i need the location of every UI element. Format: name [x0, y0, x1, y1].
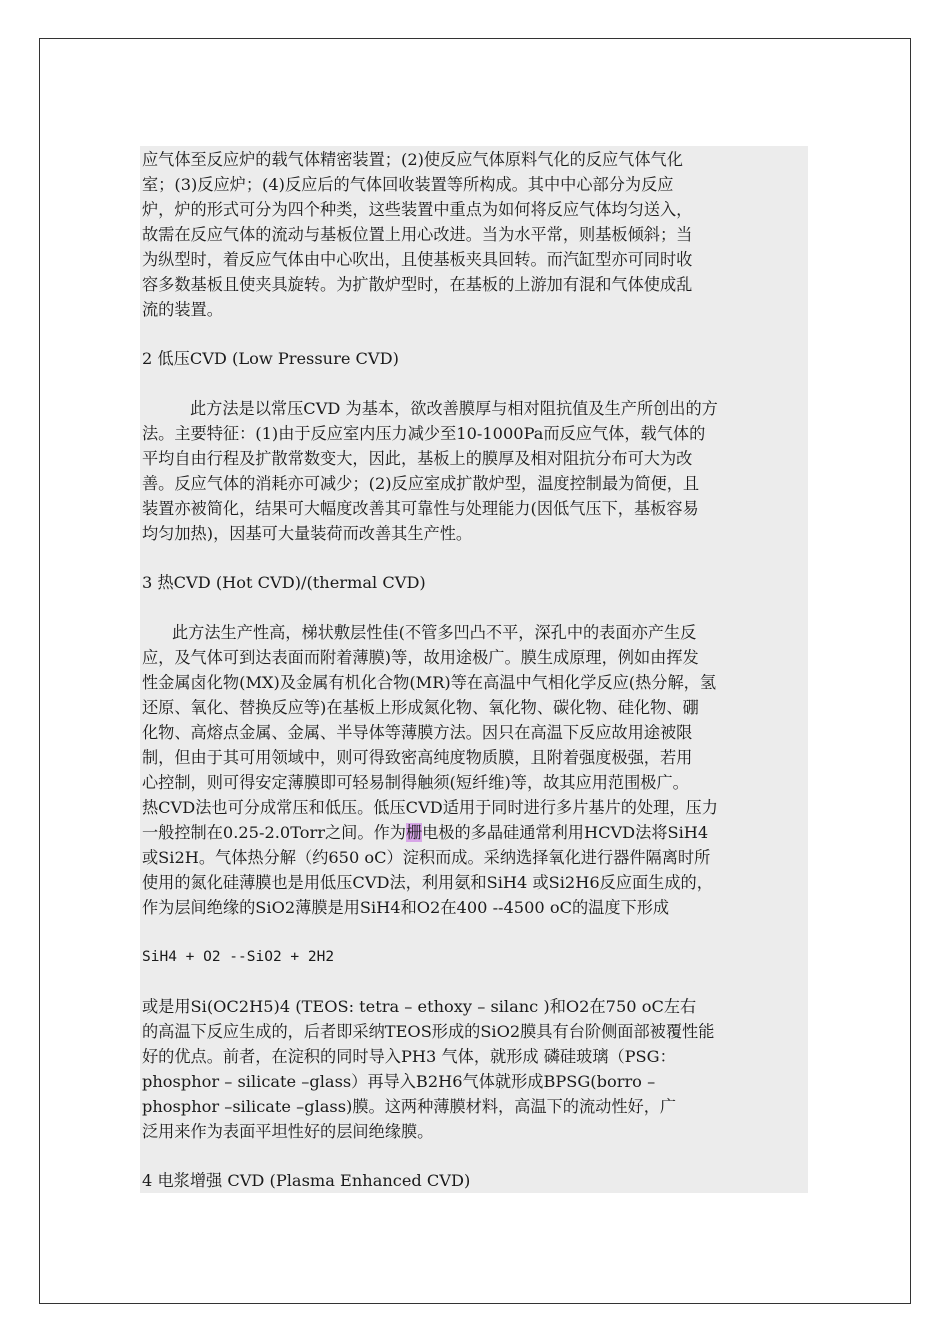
- paragraph-line: 为纵型时，着反应气体由中心吹出，且使基板夹具回转。而汽缸型亦可同时收: [142, 250, 693, 269]
- paragraph-line: 制，但由于其可用领域中，则可得致密高纯度物质膜，且附着强度极强，若用: [142, 748, 693, 767]
- document-text-block: [140, 146, 808, 1193]
- paragraph-line: 使用的氮化硅薄膜也是用低压CVD法，利用氨和SiH4 或Si2H6反应面生成的，: [142, 873, 713, 892]
- paragraph-line: 泛用来作为表面平坦性好的层间绝缘膜。: [142, 1122, 434, 1141]
- paragraph-line: 化物、高熔点金属、金属、半导体等薄膜方法。因只在高温下反应故用途被限: [142, 723, 693, 742]
- text-segment: 电极的多晶硅通常利用HCVD法将SiH4: [422, 823, 709, 842]
- text-segment: 一般控制在0.25-2.0Torr之间。作为: [142, 823, 406, 842]
- paragraph-line: 热CVD法也可分成常压和低压。低压CVD适用于同时进行多片基片的处理，压力: [142, 798, 718, 817]
- paragraph-line: 善。反应气体的消耗亦可减少；(2)反应室成扩散炉型，温度控制最为简便，且: [142, 474, 700, 493]
- paragraph-line: 故需在反应气体的流动与基板位置上用心改进。当为水平常，则基板倾斜；当: [142, 225, 693, 244]
- paragraph-line: 装置亦被简化，结果可大幅度改善其可靠性与处理能力(因低气压下，基板容易: [142, 499, 699, 518]
- paragraph-line: 容多数基板且使夹具旋转。为扩散炉型时，在基板的上游加有混和气体使成乱: [142, 275, 693, 294]
- paragraph-line: phosphor – silicate –glass）再导入B2H6气体就形成BPSG(borro –: [142, 1072, 656, 1091]
- paragraph-line: 应，及气体可到达表面而附着薄膜)等，故用途极广。膜生成原理，例如由挥发: [142, 648, 699, 667]
- paragraph-line: 的高温下反应生成的，后者即采纳TEOS形成的SiO2膜具有台阶侧面部被覆性能: [142, 1022, 715, 1041]
- section-heading-4: 4 电浆增强 CVD (Plasma Enhanced CVD): [142, 1171, 471, 1190]
- paragraph-line: 平均自由行程及扩散常数变大，因此，基板上的膜厚及相对阻抗分布可大为改: [142, 449, 693, 468]
- paragraph-line: 好的优点。前者，在淀积的同时导入PH3 气体，就形成 磷硅玻璃（PSG：: [142, 1047, 676, 1066]
- paragraph-line: 还原、氧化、替换反应等)在基板上形成氮化物、氧化物、碳化物、硅化物、硼: [142, 698, 699, 717]
- paragraph-line: 室；(3)反应炉；(4)反应后的气体回收装置等所构成。其中中心部分为反应: [142, 175, 674, 194]
- paragraph-line: 此方法生产性高，梯状敷层性佳(不管多凹凸不平，深孔中的表面亦产生反: [172, 623, 697, 642]
- paragraph-line: phosphor –silicate –glass)膜。这两种薄膜材料，高温下的流动性好，广: [142, 1097, 677, 1116]
- chemical-equation: SiH4 + O2 --SiO2 + 2H2: [142, 949, 335, 965]
- paragraph-line: 心控制，则可得安定薄膜即可轻易制得触须(短纤维)等，故其应用范围极广。: [142, 773, 689, 792]
- paragraph-line: 法。主要特征：(1)由于反应室内压力减少至10-1000Pa而反应气体，载气体的: [142, 424, 706, 443]
- paragraph-line: 流的装置。: [142, 300, 223, 319]
- paragraph-line-highlighted: [142, 823, 708, 843]
- section-heading-2: 2 低压CVD (Low Pressure CVD): [142, 349, 399, 368]
- paragraph-line: 此方法是以常压CVD 为基本，欲改善膜厚与相对阻抗值及生产所创出的方: [190, 399, 718, 418]
- paragraph-line: 炉，炉的形式可分为四个种类，这些装置中重点为如何将反应气体均匀送入，: [142, 200, 693, 219]
- paragraph-line: 或Si2H。气体热分解（约650 oC）淀积而成。采纳选择氧化进行器件隔离时所: [142, 848, 711, 867]
- paragraph-line: 或是用Si(OC2H5)4 (TEOS: tetra – ethoxy – silanc )和O2在750 oC左右: [142, 997, 697, 1016]
- section-heading-3: 3 热CVD (Hot CVD)/(thermal CVD): [142, 573, 426, 592]
- paragraph-line: 性金属卤化物(MX)及金属有机化合物(MR)等在高温中气相化学反应(热分解，氢: [142, 673, 717, 692]
- paragraph-line: 应气体至反应炉的载气体精密装置；(2)使反应气体原料气化的反应气体气化: [142, 150, 683, 169]
- highlighted-char: 栅: [405, 823, 423, 842]
- paragraph-line: 作为层间绝缘的SiO2薄膜是用SiH4和O2在400 --4500 oC的温度下形成: [142, 898, 670, 917]
- paragraph-line: 均匀加热)，因基可大量装荷而改善其生产性。: [142, 524, 473, 543]
